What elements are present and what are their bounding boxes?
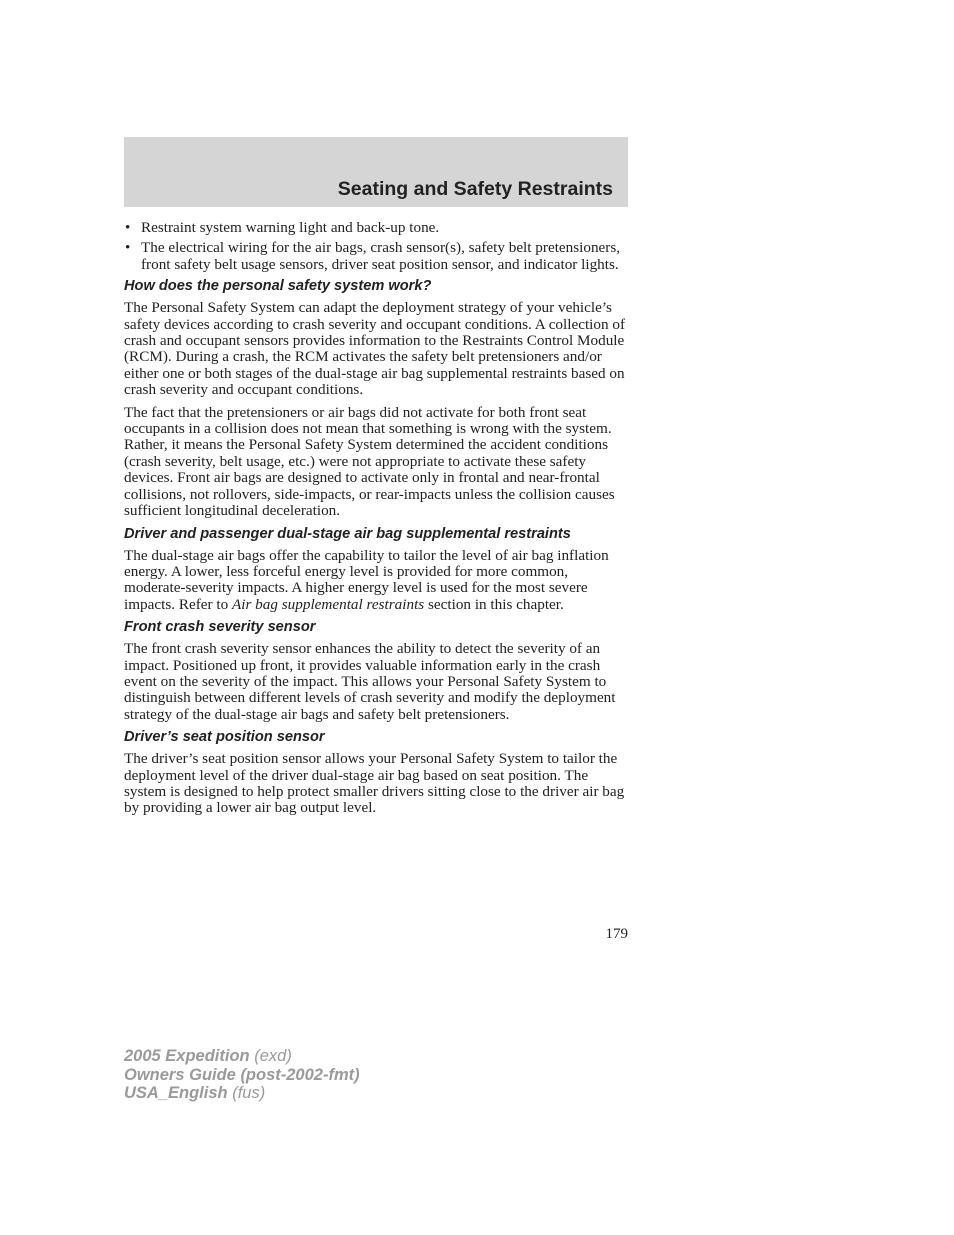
- section-heading-personal-safety: How does the personal safety system work?: [124, 278, 432, 295]
- paragraph-text: section in this chapter.: [424, 595, 564, 613]
- bullet-glyph: •: [125, 219, 131, 236]
- bullet-glyph: •: [125, 239, 131, 257]
- footer-line-guide: Owners Guide (post-2002-fmt): [124, 1065, 360, 1084]
- section-reference: Air bag supplemental restraints: [231, 595, 425, 613]
- paragraph: The driver’s seat position sensor allows your Personal Safety System to tailor the deployment level of the driver dual-stage air bag based on seat position. The system is designed to help protect smaller drivers sitting close to the driver air bag by providing a lower air bag output level.: [124, 750, 625, 817]
- bullet-list: [124, 220, 630, 273]
- paragraph: The fact that the pretensioners or air bags did not activate for both front seat occupants in a collision does not mean that something is wrong with the system. Rather, it means the Personal Safety System determined the accident conditions (crash severity, belt usage, etc.) were not appropriate to activate these safety devices. Front air bags are designed to activate only in frontal and near-frontal collisions, not rollovers, side-impacts, or rear-impacts unless the collision causes sufficient longitudinal deceleration.: [124, 403, 615, 520]
- section-heading-dual-stage: Driver and passenger dual-stage air bag supplemental restraints: [124, 525, 571, 542]
- chapter-header-band: [124, 137, 628, 207]
- page-content: [124, 220, 630, 823]
- section-heading-seat-position-sensor: Driver’s seat position sensor: [124, 729, 325, 746]
- document-footer: [124, 1047, 360, 1103]
- bullet-text: The electrical wiring for the air bags, crash sensor(s), safety belt pretensioners, front safety belt usage sensors, driver seat position sensor, and indicator lights.: [141, 239, 621, 273]
- bullet-item: [124, 220, 630, 236]
- bullet-text: Restraint system warning light and back-up tone.: [141, 219, 440, 236]
- paragraph: The Personal Safety System can adapt the deployment strategy of your vehicle’s safety devices according to crash severity and occupant conditions. A collection of crash and occupant sensors provides information to the Restraints Control Module (RCM). During a crash, the RCM activates the safety belt pretensioners and/or either one or both stages of the dual-stage air bag supplemental restraints based on crash severity and occupant conditions.: [124, 299, 626, 399]
- page-number: 179: [605, 926, 628, 942]
- paragraph: [124, 548, 630, 614]
- chapter-title: Seating and Safety Restraints: [337, 178, 613, 200]
- paragraph-text: The dual-stage air bags offer the capability to tailor the level of air bag inflation energy. A lower, less forceful energy level is provided for more common, moderate-severity impacts. A higher energy level is used for the most severe impacts. Refer to: [124, 546, 609, 613]
- footer-line-language: USA_English (fus): [124, 1084, 266, 1102]
- paragraph: The front crash severity sensor enhances the ability to detect the severity of an impact. Positioned up front, it provides valuable information early in the crash event on the severity of the impact. This allows your Personal Safety System to distinguish between different levels of crash severity and modify the deployment strategy of the dual-stage air bags and safety belt pretensioners.: [124, 640, 616, 723]
- section-heading-front-crash-sensor: Front crash severity sensor: [124, 619, 316, 636]
- bullet-item: [124, 240, 630, 273]
- footer-line-model: 2005 Expedition (exd): [124, 1047, 292, 1065]
